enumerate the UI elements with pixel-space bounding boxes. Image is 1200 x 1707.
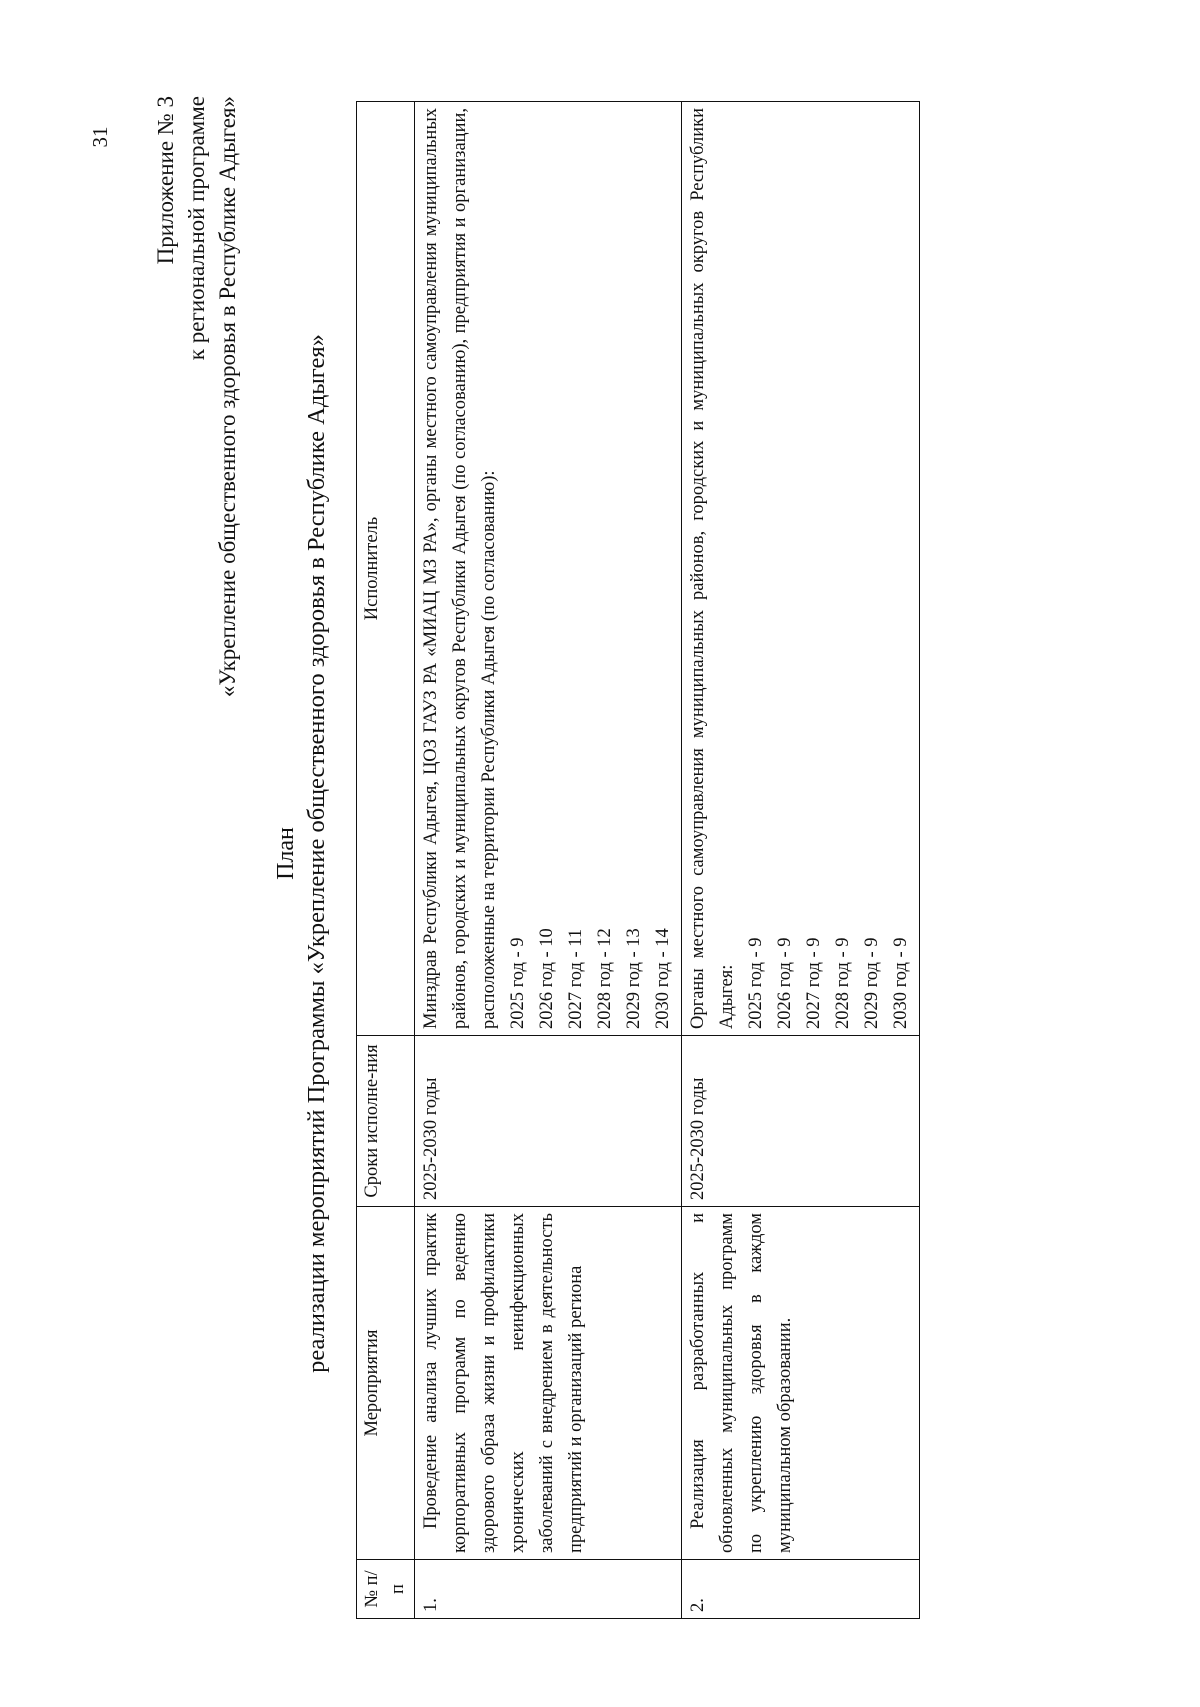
appendix-program: к региональной программе <box>184 96 209 361</box>
table-row <box>682 102 920 1619</box>
year-count: 2027 год - 11 <box>566 928 586 1029</box>
year-count: 2030 год - 14 <box>653 928 673 1029</box>
row-term: 2025-2030 годы <box>415 1036 682 1207</box>
table-header-row <box>357 102 415 1619</box>
row-num: 1. <box>415 1560 682 1619</box>
header-term: Сроки исполне-ния <box>357 1036 415 1207</box>
appendix-number: Приложение № 3 <box>153 96 178 265</box>
appendix-header <box>150 96 243 856</box>
year-count: 2025 год - 9 <box>746 937 766 1029</box>
header-num: № п/п <box>357 1560 415 1619</box>
year-count: 2029 год - 13 <box>624 928 644 1029</box>
year-count: 2028 год - 12 <box>595 928 615 1029</box>
page-number: 31 <box>88 126 112 148</box>
executor-text: Органы местного самоуправления муниципальных районов, городских и муниципальных округов Республики Адыгея: <box>688 108 737 1029</box>
row-term: 2025-2030 годы <box>682 1036 920 1207</box>
row-executor <box>415 102 682 1036</box>
table-row <box>415 102 682 1619</box>
header-activity: Мероприятия <box>357 1207 415 1560</box>
row-num: 2. <box>682 1560 920 1619</box>
year-count: 2026 год - 10 <box>537 928 557 1029</box>
year-count: 2027 год - 9 <box>804 937 824 1029</box>
year-count: 2029 год - 9 <box>862 937 882 1029</box>
executor-text: Минздрав Республики Адыгея, ЦОЗ ГАУЗ РА «МИАЦ МЗ РА», органы местного самоуправления муниципальных районов, городских и муниципальных округов Республики Адыгея (по согласованию), предприятия и организации, расположенные на территории Республики Адыгея (по согласованию): <box>421 108 499 1029</box>
plan-subtitle: реализации мероприятий Программы «Укрепление общественного здоровья в Республике Адыгея» <box>303 334 330 1373</box>
row-activity: Реализация разработанных и обновленных муниципальных программ по укреплению здоровья в каждом муниципальном образовании. <box>682 1207 920 1560</box>
row-executor <box>682 102 920 1036</box>
year-count: 2026 год - 9 <box>775 937 795 1029</box>
year-count: 2028 год - 9 <box>833 937 853 1029</box>
year-count: 2030 год - 9 <box>891 937 911 1029</box>
plan-table <box>356 101 920 1619</box>
plan-title: План <box>273 827 299 880</box>
year-count: 2025 год - 9 <box>508 937 528 1029</box>
row-activity: Проведение анализа лучших практик корпоративных программ по ведению здорового образа жизни и профилактики хронических неинфекционных заболеваний с внедрением в деятельность предприятий и организаций региона <box>415 1207 682 1560</box>
header-executor: Исполнитель <box>357 102 415 1036</box>
appendix-program-name: «Укрепление общественного здоровья в Республике Адыгея» <box>215 96 240 698</box>
